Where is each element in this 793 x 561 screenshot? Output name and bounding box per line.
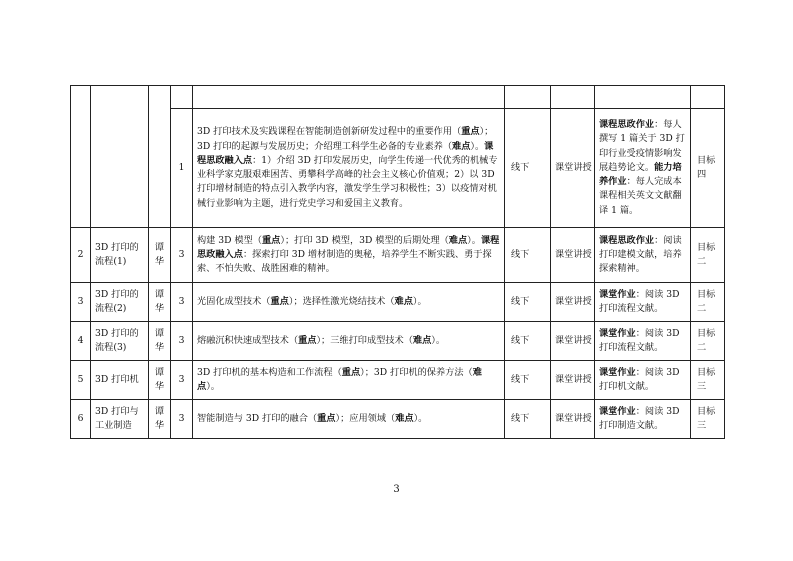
content-cell: 智能制造与 3D 打印的融合（重点）；应用领域（难点）。	[193, 400, 505, 439]
page-number: 3	[393, 484, 400, 495]
homework-cell: 课堂作业：阅读 3D 打印流程文献。	[595, 322, 691, 361]
course-schedule-table	[70, 85, 725, 439]
hours: 3	[171, 400, 193, 439]
teaching-method: 课堂讲授	[551, 322, 595, 361]
objective-cell: 目标二	[691, 283, 725, 322]
content-cell: 3D 打印机的基本构造和工作流程（重点）；3D 打印机的保养方法（难点）。	[193, 361, 505, 400]
objective-cell: 目标四	[691, 109, 725, 228]
chapter-title	[91, 86, 149, 228]
content-cell: 3D 打印技术及实践课程在智能制造创新研发过程中的重要作用（重点）；3D 打印的起源与发展历史；介绍理工科学生必备的专业素养（难点）。课程思政融入点：1）介绍 3D 打印发展历史，向学生传递一代优秀的机械专业科学家克服艰难困苦、勇攀科学高峰的社会主义核心价值观；2）以 3D 打印增材制造的特点引入教学内容，激发学生学习积极性；3）以疫情对机械行业影响为主题，进行党史学习和爱国主义教育。	[193, 109, 505, 228]
table-row	[71, 86, 725, 109]
teaching-mode: 线下	[505, 361, 551, 400]
chapter-title: 3D 打印的流程(2)	[91, 283, 149, 322]
homework-cell: 课堂作业：阅读 3D 打印流程文献。	[595, 283, 691, 322]
hours: 3	[171, 228, 193, 283]
sub-number: 1	[171, 109, 193, 228]
content-cell: 熔融沉积快速成型技术（重点）；三维打印成型技术（难点）。	[193, 322, 505, 361]
objective-cell: 目标二	[691, 322, 725, 361]
row-number: 4	[71, 322, 91, 361]
objective-cell: 目标三	[691, 361, 725, 400]
homework-cell: 课程思政作业：每人撰写 1 篇关于 3D 打印行业受疫情影响发展趋势论文。能力培养作业：每人完成本课程相关英文文献翻译 1 篇。	[595, 109, 691, 228]
teaching-mode: 线下	[505, 283, 551, 322]
objective-cell: 目标二	[691, 228, 725, 283]
chapter-title: 3D 打印的流程(1)	[91, 228, 149, 283]
hours: 3	[171, 322, 193, 361]
teaching-method: 课堂讲授	[551, 283, 595, 322]
teaching-method: 课堂讲授	[551, 400, 595, 439]
row-number: 6	[71, 400, 91, 439]
hours: 3	[171, 361, 193, 400]
homework-cell: 课程思政作业：阅读打印建模文献，培养探索精神。	[595, 228, 691, 283]
row-number	[71, 86, 91, 228]
table-row	[71, 400, 725, 439]
teacher-name: 谭华	[149, 283, 171, 322]
teaching-mode: 线下	[505, 400, 551, 439]
teaching-method: 课堂讲授	[551, 109, 595, 228]
table-row	[71, 228, 725, 283]
homework-cell: 课堂作业：阅读 3D 打印制造文献。	[595, 400, 691, 439]
teaching-method: 课堂讲授	[551, 228, 595, 283]
teacher-name: 谭华	[149, 361, 171, 400]
teaching-mode: 线下	[505, 109, 551, 228]
homework-cell: 课堂作业：阅读 3D 打印机文献。	[595, 361, 691, 400]
row-number: 2	[71, 228, 91, 283]
teaching-mode: 线下	[505, 228, 551, 283]
table-row	[71, 283, 725, 322]
table-row	[71, 361, 725, 400]
row-number: 5	[71, 361, 91, 400]
table-row	[71, 322, 725, 361]
chapter-title: 3D 打印的流程(3)	[91, 322, 149, 361]
teacher-name	[149, 86, 171, 228]
content-cell: 构建 3D 模型（重点）；打印 3D 模型，3D 模型的后期处理（难点）。课程思政融入点：探索打印 3D 增材制造的奥秘，培养学生不断实践、勇于探索、不怕失败、战胜困难的精神。	[193, 228, 505, 283]
teacher-name: 谭华	[149, 322, 171, 361]
chapter-title: 3D 打印与工业制造	[91, 400, 149, 439]
row-number: 3	[71, 283, 91, 322]
objective-cell: 目标三	[691, 400, 725, 439]
chapter-title: 3D 打印机	[91, 361, 149, 400]
content-cell: 光固化成型技术（重点）；选择性激光烧结技术（难点）。	[193, 283, 505, 322]
hours: 3	[171, 283, 193, 322]
teaching-method: 课堂讲授	[551, 361, 595, 400]
teacher-name: 谭华	[149, 228, 171, 283]
teacher-name: 谭华	[149, 400, 171, 439]
teaching-mode: 线下	[505, 322, 551, 361]
